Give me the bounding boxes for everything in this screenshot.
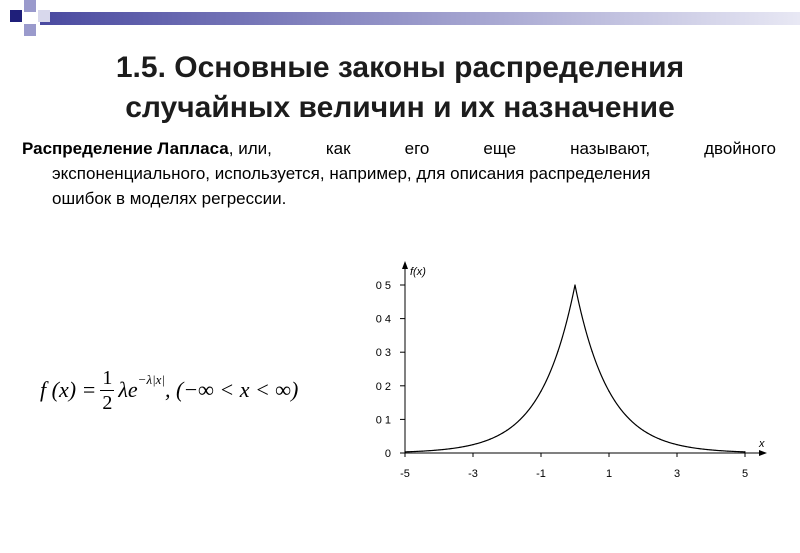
data-point xyxy=(693,447,694,448)
fraction-numerator: 1 xyxy=(102,366,113,389)
deco-square xyxy=(24,0,36,12)
x-tick-label: 5 xyxy=(741,468,749,480)
x-tick-label: 3 xyxy=(673,468,681,480)
x-axis-arrow xyxy=(759,450,767,456)
title-line-1: 1.5. Основные законы распределения xyxy=(115,51,685,84)
data-point xyxy=(727,451,728,452)
y-tick-label: 0 1 xyxy=(375,414,391,427)
paragraph-word: еще xyxy=(483,139,517,158)
paragraph-word: , или, xyxy=(228,139,272,158)
data-point xyxy=(574,284,575,285)
data-point xyxy=(523,415,524,416)
data-point xyxy=(489,439,490,440)
formula-body: λe xyxy=(118,377,138,402)
x-tick-label: -5 xyxy=(400,468,410,480)
data-point xyxy=(591,350,592,351)
paragraph-word: называют, xyxy=(570,139,651,158)
formula-exponent: −λ|x| xyxy=(137,372,165,387)
laplace-formula xyxy=(40,355,298,425)
data-point xyxy=(438,449,439,450)
data-point xyxy=(557,350,558,351)
paragraph-word: его xyxy=(404,139,430,158)
description-paragraph xyxy=(22,136,776,211)
paragraph-line-3: ошибок в моделях регрессии. xyxy=(52,189,287,208)
data-point xyxy=(506,430,507,431)
y-tick-label: 0 2 xyxy=(375,380,391,393)
data-point xyxy=(421,451,422,452)
deco-square xyxy=(24,24,36,36)
x-tick-label: 1 xyxy=(605,468,613,480)
y-tick-label: 0 3 xyxy=(375,347,391,360)
data-point xyxy=(642,430,643,431)
data-point xyxy=(676,444,677,445)
paragraph-word: двойного xyxy=(704,139,776,158)
data-point xyxy=(540,391,541,392)
data-point xyxy=(710,449,711,450)
paragraph-word: как xyxy=(325,139,351,158)
data-point xyxy=(472,444,473,445)
x-axis-label: x xyxy=(759,438,765,450)
distribution-term: Распределение Лапласа xyxy=(22,139,229,158)
deco-square xyxy=(38,10,50,22)
y-tick-label: 0 xyxy=(384,448,391,460)
data-point xyxy=(455,447,456,448)
fraction-denominator: 2 xyxy=(102,391,113,414)
data-point xyxy=(608,391,609,392)
x-tick-label: -3 xyxy=(468,468,478,480)
paragraph-line-1 xyxy=(22,136,776,161)
slide-title xyxy=(20,48,780,128)
y-axis-arrow xyxy=(402,261,408,269)
x-tick-label: -1 xyxy=(536,468,546,480)
data-point xyxy=(659,439,660,440)
formula-domain: , (−∞ < x < ∞) xyxy=(165,377,299,402)
y-tick-label: 0 5 xyxy=(375,280,391,292)
laplace-density-chart xyxy=(360,255,780,485)
data-point xyxy=(744,451,745,452)
data-point xyxy=(625,415,626,416)
corner-decoration xyxy=(0,0,800,40)
y-axis-label: f(x) xyxy=(410,266,426,278)
header-gradient-bar xyxy=(40,12,800,25)
data-point xyxy=(404,451,405,452)
formula-fraction xyxy=(100,366,114,415)
deco-square xyxy=(10,10,22,22)
paragraph-line-2: экспоненциального, используется, например, для описания распределения xyxy=(52,164,651,183)
formula-lhs: f (x) = xyxy=(40,377,97,402)
density-curve xyxy=(405,285,745,452)
y-tick-label: 0 4 xyxy=(375,313,391,326)
title-line-2: случайных величин и их назначение xyxy=(125,91,675,124)
